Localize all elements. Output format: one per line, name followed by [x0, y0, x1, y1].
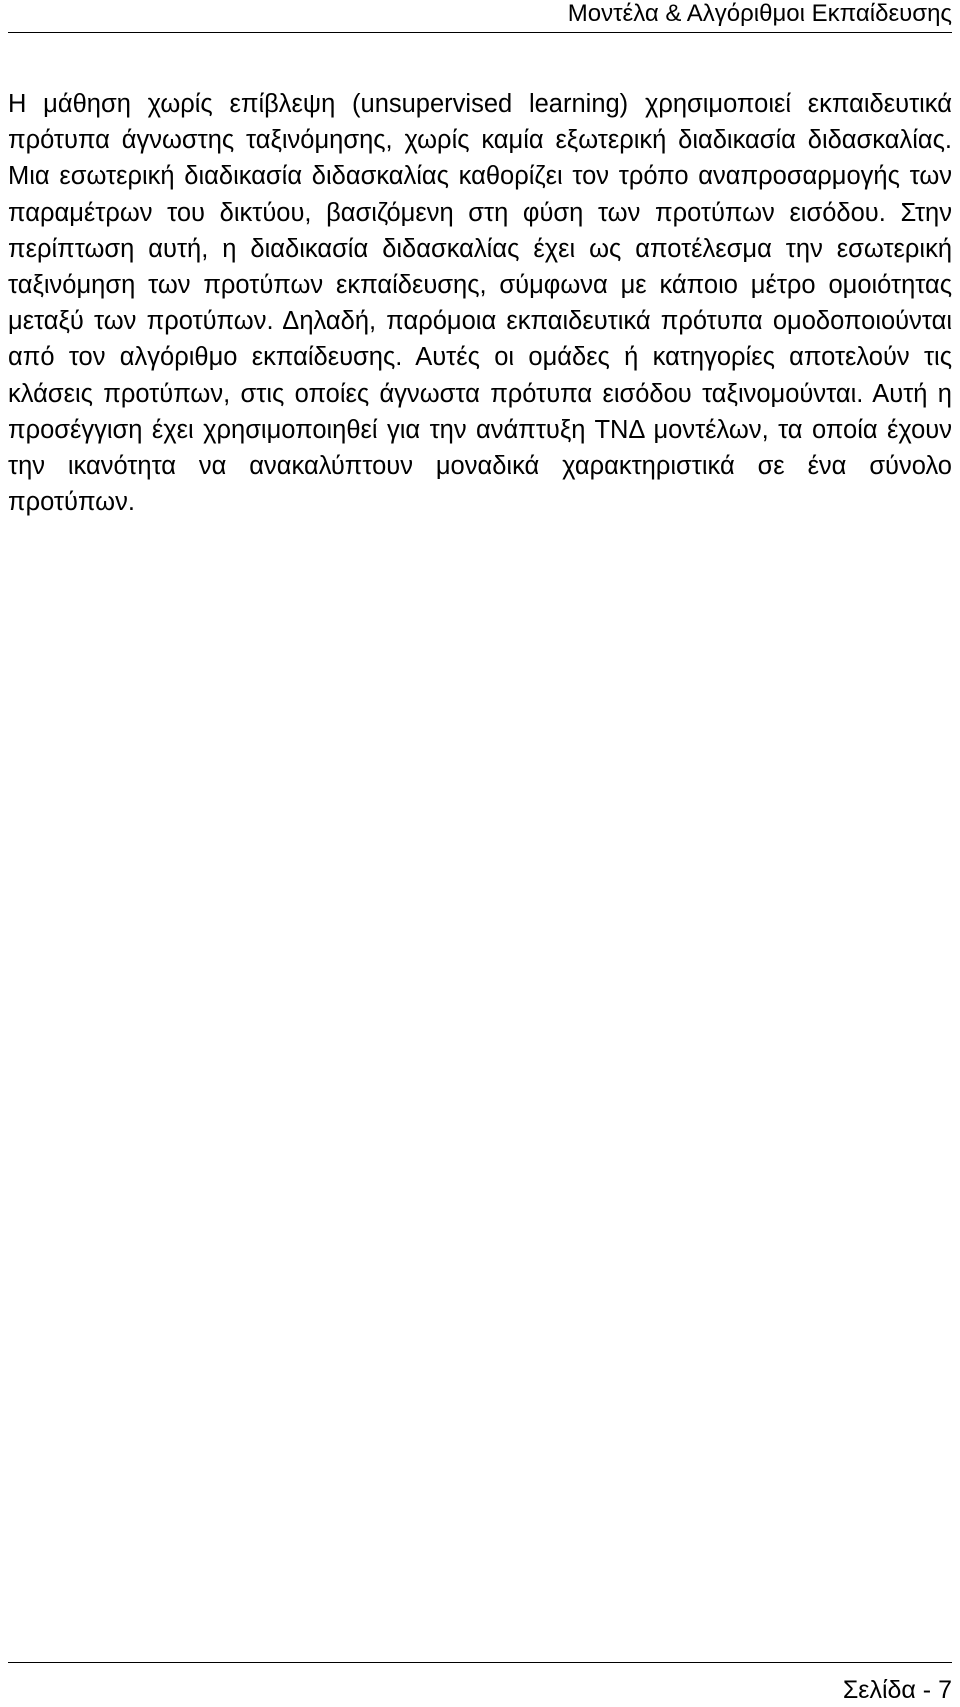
page-header: [8, 0, 952, 33]
page-number: Σελίδα - 7: [842, 1676, 952, 1704]
page-footer: [8, 1662, 952, 1707]
header-title: Μοντέλα & Αλγόριθμοι Εκπαίδευσης: [567, 0, 952, 27]
body-paragraph: Η μάθηση χωρίς επίβλεψη (unsupervised learning) χρησιμοποιεί εκπαιδευτικά πρότυπα άγνωστης ταξινόμησης, χωρίς καμία εξωτερική διαδικασία διδασκαλίας. Μια εσωτερική διαδικασία διδασκαλίας καθορίζει τον τρόπο αναπροσαρμογής των παραμέτρων του δικτύου, βασιζόμενη στη φύση των προτύπων εισόδου. Στην περίπτωση αυτή, η διαδικασία διδασκαλίας έχει ως αποτέλεσμα την εσωτερική ταξινόμηση των προτύπων εκπαίδευσης, σύμφωνα με κάποιο μέτρο ομοιότητας μεταξύ των προτύπων. Δηλαδή, παρόμοια εκπαιδευτικά πρότυπα ομοδοποιούνται από τον αλγόριθμο εκπαίδευσης. Αυτές οι ομάδες ή κατηγορίες αποτελούν τις κλάσεις προτύπων, στις οποίες άγνωστα πρότυπα εισόδου ταξινομούνται. Αυτή η προσέγγιση έχει χρησιμοποιηθεί για την ανάπτυξη ΤΝΔ μοντέλων, τα οποία έχουν την ικανότητα να ανακαλύπτουν μοναδικά χαρακτηριστικά σε ένα σύνολο προτύπων.: [8, 90, 952, 517]
